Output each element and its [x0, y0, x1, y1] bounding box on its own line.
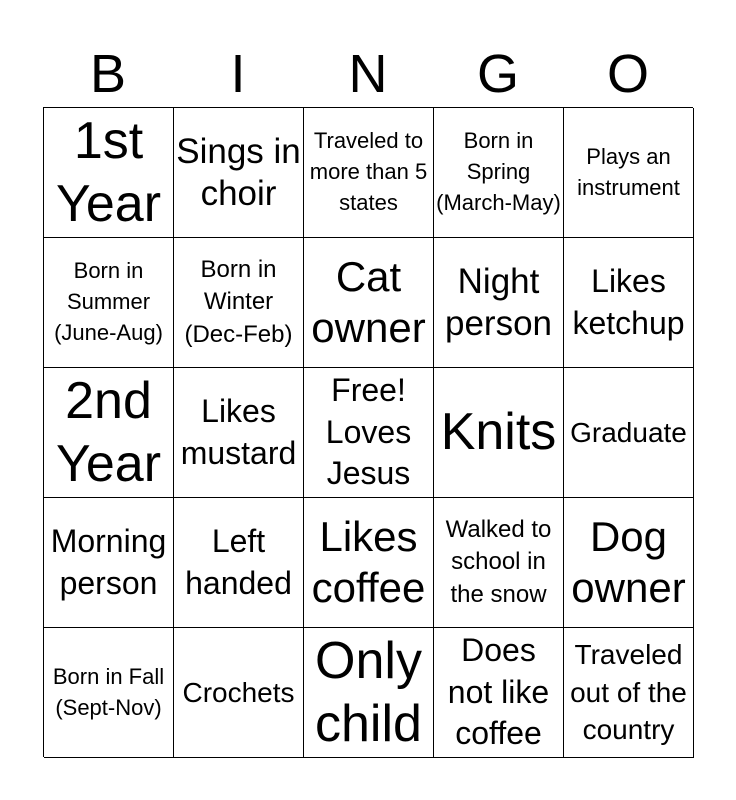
- header-letter-g: G: [476, 44, 519, 104]
- bingo-cell[interactable]: [44, 368, 174, 498]
- cell-label: Dog owner: [571, 513, 686, 611]
- cell-label: Likes ketchup: [572, 262, 685, 341]
- free-space-cell[interactable]: [304, 368, 434, 498]
- cell-label: Walked to school in the snow: [445, 515, 552, 608]
- cell-label: Crochets: [182, 676, 295, 708]
- bingo-cell[interactable]: [44, 238, 174, 368]
- header-letter-b: B: [89, 44, 127, 104]
- header-letter-o: O: [606, 44, 649, 104]
- bingo-cell[interactable]: [304, 108, 434, 238]
- bingo-cell[interactable]: [434, 498, 564, 628]
- cell-label: Night person: [444, 261, 553, 343]
- header-letter-i: I: [230, 44, 246, 104]
- cell-label: Does not like coffee: [447, 632, 550, 752]
- cell-label: Free! Loves Jesus: [325, 372, 412, 492]
- cell-label: Born in Fall (Sept-Nov): [52, 663, 165, 720]
- bingo-cell[interactable]: [44, 108, 174, 238]
- cell-label: Knits: [440, 403, 557, 462]
- bingo-cell[interactable]: [434, 368, 564, 498]
- bingo-cell[interactable]: [44, 498, 174, 628]
- bingo-cell[interactable]: [174, 498, 304, 628]
- cell-label: Morning person: [50, 522, 167, 601]
- bingo-cell[interactable]: [434, 108, 564, 238]
- cell-label: Traveled to more than 5 states: [309, 128, 428, 215]
- cell-label: Likes coffee: [311, 513, 426, 611]
- bingo-cell[interactable]: [174, 628, 304, 758]
- cell-label: Born in Spring (March-May): [436, 128, 561, 215]
- cell-label: Born in Summer (June-Aug): [54, 258, 163, 345]
- bingo-cell[interactable]: [174, 238, 304, 368]
- bingo-cell[interactable]: [564, 628, 694, 758]
- cell-label: Graduate: [570, 416, 687, 448]
- bingo-cell[interactable]: [434, 628, 564, 758]
- cell-label: Left handed: [185, 522, 292, 601]
- bingo-cell[interactable]: [304, 498, 434, 628]
- header-letter-n: N: [348, 44, 388, 104]
- bingo-cell[interactable]: [564, 368, 694, 498]
- bingo-board: [43, 107, 693, 757]
- cell-label: Likes mustard: [180, 392, 297, 471]
- bingo-cell[interactable]: [304, 628, 434, 758]
- cell-label: Sings in choir: [176, 131, 301, 213]
- cell-label: Only child: [315, 632, 422, 753]
- cell-label: 2nd Year: [55, 372, 162, 493]
- bingo-cell[interactable]: [564, 108, 694, 238]
- cell-label: Cat owner: [311, 253, 426, 351]
- bingo-cell[interactable]: [174, 108, 304, 238]
- bingo-cell[interactable]: [434, 238, 564, 368]
- cell-label: Traveled out of the country: [570, 638, 687, 746]
- cell-label: Born in Winter (Dec-Feb): [184, 255, 293, 348]
- bingo-cell[interactable]: [564, 238, 694, 368]
- cell-label: 1st Year: [55, 112, 162, 233]
- bingo-cell[interactable]: [304, 238, 434, 368]
- bingo-cell[interactable]: [564, 498, 694, 628]
- bingo-cell[interactable]: [174, 368, 304, 498]
- bingo-header: [43, 40, 693, 108]
- cell-label: Plays an instrument: [577, 143, 680, 200]
- bingo-cell[interactable]: [44, 628, 174, 758]
